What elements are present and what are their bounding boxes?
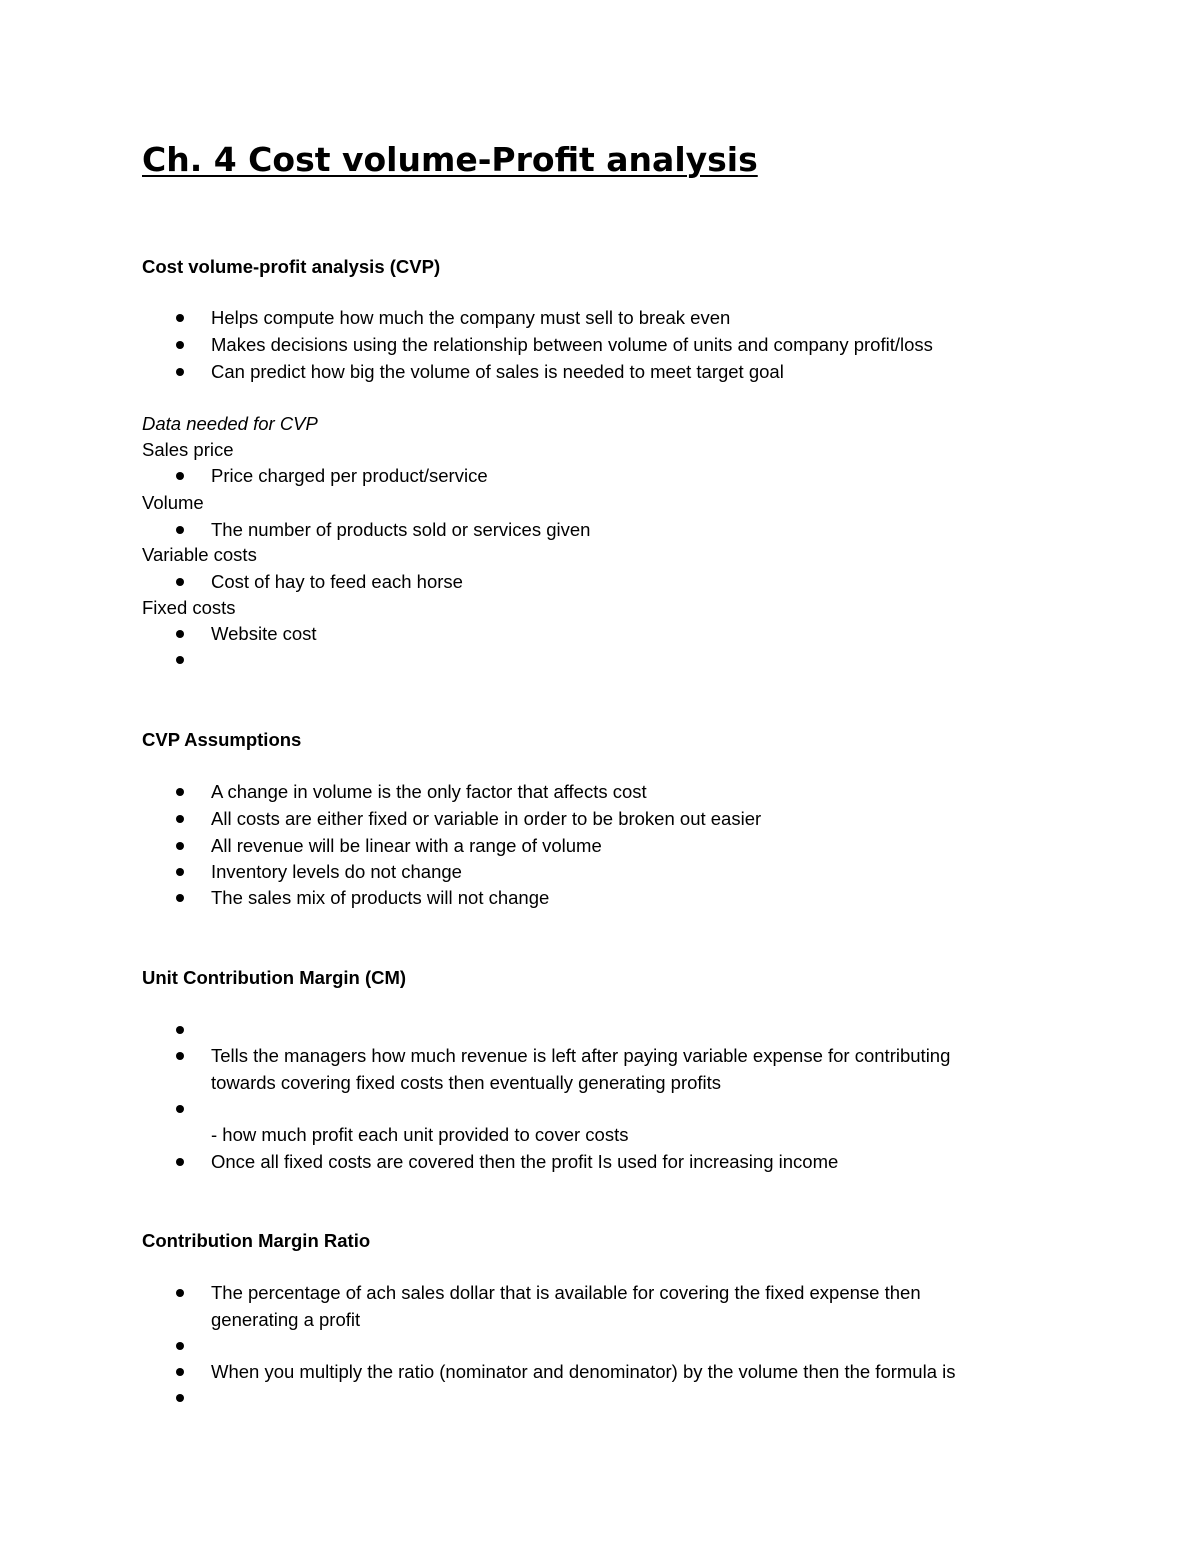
bullet-icon xyxy=(176,314,184,322)
list-item xyxy=(0,1017,1200,1043)
list-item xyxy=(0,1385,1200,1411)
bullet-icon xyxy=(176,526,184,534)
bullet-icon xyxy=(176,1158,184,1166)
bullet-icon xyxy=(176,1394,184,1402)
list-item: Website cost xyxy=(0,621,1200,647)
list-item: Makes decisions using the relationship between volume of units and company profit/loss xyxy=(0,332,1200,358)
bullet-icon xyxy=(176,656,184,664)
list-item: The percentage of ach sales dollar that is available for covering the fixed expense then xyxy=(0,1280,1200,1306)
list-item: A change in volume is the only factor that affects cost xyxy=(0,779,1200,805)
list-item: The number of products sold or services given xyxy=(0,517,1200,543)
list-item: Helps compute how much the company must sell to break even xyxy=(0,305,1200,331)
list-item: Inventory levels do not change xyxy=(0,859,1200,885)
list-item xyxy=(0,1333,1200,1359)
bullet-icon xyxy=(176,842,184,850)
section-heading-unit-cm: Unit Contribution Margin (CM) xyxy=(142,967,407,988)
bullet-icon xyxy=(176,894,184,902)
list-item: All revenue will be linear with a range of volume xyxy=(0,833,1200,859)
bullet-icon xyxy=(176,788,184,796)
label-sales-price: Sales price xyxy=(142,439,234,460)
section-heading-assumptions: CVP Assumptions xyxy=(142,729,302,750)
bullet-icon xyxy=(176,1289,184,1297)
section-heading-cm-ratio: Contribution Margin Ratio xyxy=(142,1230,371,1251)
list-item xyxy=(0,1096,1200,1122)
list-item: Can predict how big the volume of sales is needed to meet target goal xyxy=(0,359,1200,385)
bullet-icon xyxy=(176,1342,184,1350)
bullet-icon xyxy=(176,578,184,586)
bullet-icon xyxy=(176,1026,184,1034)
bullet-icon xyxy=(176,630,184,638)
list-item: When you multiply the ratio (nominator and denominator) by the volume then the formula is xyxy=(0,1359,1200,1385)
note-text: - how much profit each unit provided to cover costs xyxy=(211,1124,629,1145)
bullet-icon xyxy=(176,341,184,349)
bullet-icon xyxy=(176,868,184,876)
label-volume: Volume xyxy=(142,492,204,513)
bullet-icon xyxy=(176,1368,184,1376)
list-item: The sales mix of products will not change xyxy=(0,885,1200,911)
section-heading-cvp: Cost volume-profit analysis (CVP) xyxy=(142,256,441,277)
bullet-icon xyxy=(176,368,184,376)
label-variable-costs: Variable costs xyxy=(142,544,257,565)
bullet-icon xyxy=(176,815,184,823)
list-item: Cost of hay to feed each horse xyxy=(0,569,1200,595)
list-item: Tells the managers how much revenue is left after paying variable expense for contributing xyxy=(0,1043,1200,1069)
list-item: Once all fixed costs are covered then the profit Is used for increasing income xyxy=(0,1149,1200,1175)
bullet-icon xyxy=(176,1105,184,1113)
page-title: Ch. 4 Cost volume-Profit analysis xyxy=(142,140,758,179)
list-item: Price charged per product/service xyxy=(0,463,1200,489)
subheading-data-needed: Data needed for CVP xyxy=(142,413,318,434)
label-fixed-costs: Fixed costs xyxy=(142,597,236,618)
list-item xyxy=(0,647,1200,673)
list-item-continuation: towards covering fixed costs then eventually generating profits xyxy=(211,1072,722,1093)
list-item: All costs are either fixed or variable in order to be broken out easier xyxy=(0,806,1200,832)
bullet-icon xyxy=(176,472,184,480)
bullet-icon xyxy=(176,1052,184,1060)
list-item-continuation: generating a profit xyxy=(211,1309,361,1330)
